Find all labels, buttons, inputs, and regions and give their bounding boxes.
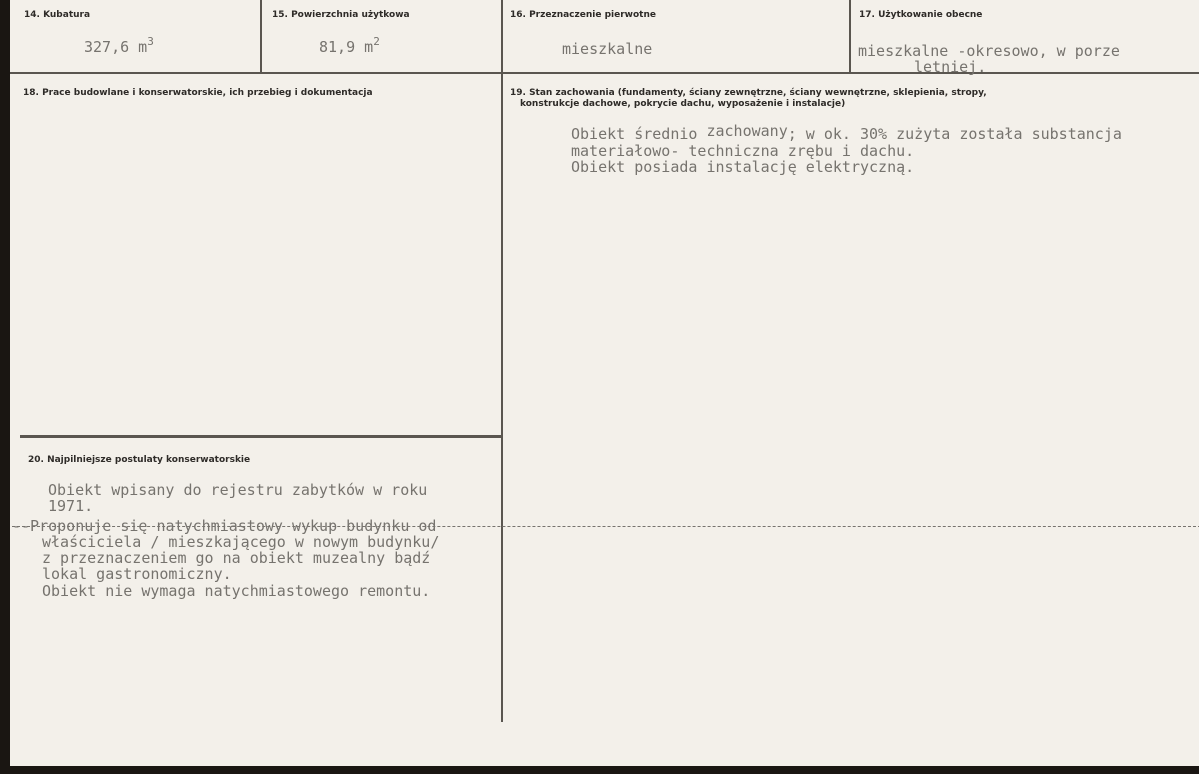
field-19-line-2: materiałowo- techniczna zrębu i dachu. <box>571 142 915 160</box>
field-20-line-6: lokal gastronomiczny. <box>42 565 232 583</box>
top-row-bottom-rule <box>10 72 1199 74</box>
field-17-label: 17. Użytkowanie obecne <box>859 10 983 20</box>
rule-v-1 <box>260 0 262 72</box>
field-14-label: 14. Kubatura <box>24 10 91 20</box>
field-16-value: mieszkalne <box>562 40 653 58</box>
rule-v-3 <box>849 0 851 72</box>
field-15-label: 15. Powierzchnia użytkowa <box>272 10 410 20</box>
field-19-line-1: Obiekt średnio zachowany; w ok. 30% zużyta została substancja <box>571 122 1122 143</box>
field-19-raised-word: zachowany <box>706 122 788 140</box>
field-20-line-2: 1971. <box>48 497 94 515</box>
field-19-label-line-1: 19. Stan zachowania (fundamenty, ściany zewnętrzne, ściany wewnętrzne, sklepienia, stropy, <box>510 88 987 98</box>
field-19-label-line-2: konstrukcje dachowe, pokrycie dachu, wyposażenie i instalacje) <box>520 99 846 109</box>
section-18-bottom-rule <box>20 435 501 438</box>
field-20-line-1: Obiekt wpisany do rejestru zabytków w roku <box>48 481 428 499</box>
field-17-line-2: letniej. <box>914 58 987 76</box>
field-18-label: 18. Prace budowlane i konserwatorskie, ich przebieg i dokumentacja <box>23 88 373 98</box>
field-15-value: 81,9 $m^2$ <box>319 35 380 56</box>
field-20-line-5: z przeznaczeniem go na obiekt muzealny bądź <box>42 549 431 567</box>
field-20-line-7: Obiekt nie wymaga natychmiastowego remontu. <box>42 582 431 600</box>
field-14-superscript: 3 <box>147 35 154 48</box>
field-20-line-4: właściciela / mieszkającego w nowym budynku/ <box>42 533 440 551</box>
field-17-line-1: mieszkalne -okresowo, w porze <box>858 42 1120 60</box>
field-16-label: 16. Przeznaczenie pierwotne <box>510 10 656 20</box>
field-20-line-3: --Proponuje się natychmiastowy wykup budynku od <box>12 518 1199 534</box>
field-15-superscript: 2 <box>373 35 380 48</box>
field-14-value: 327,6 $m^3$ <box>84 35 154 56</box>
record-card <box>10 0 1199 766</box>
rule-v-2 <box>501 0 503 722</box>
field-20-label: 20. Najpilniejsze postulaty konserwatorskie <box>28 455 251 465</box>
field-19-line-3: Obiekt posiada instalację elektryczną. <box>571 158 915 176</box>
